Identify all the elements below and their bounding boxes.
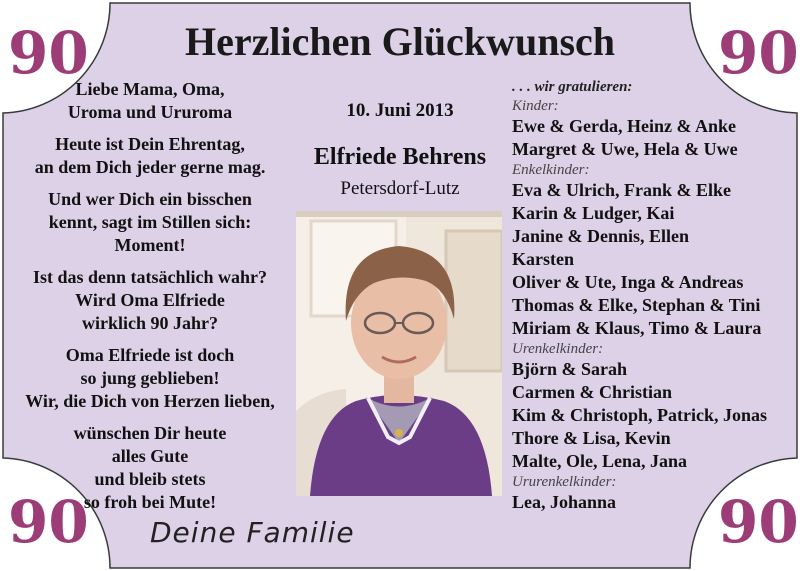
birthday-date: 10. Juni 2013 <box>346 100 454 121</box>
poem-stanza <box>0 344 300 413</box>
poem-stanza <box>0 422 300 514</box>
poem-line: so froh bei Mute! <box>83 492 217 512</box>
family-names-line: Eva & Ulrich, Frank & Elke <box>512 180 731 201</box>
poem-line: wirklich 90 Jahr? <box>81 313 218 333</box>
page-title: Herzlichen Glückwunsch <box>184 19 616 64</box>
family-names-line: Thore & Lisa, Kevin <box>512 427 671 448</box>
poem-stanza <box>0 78 300 124</box>
poem-stanza <box>0 266 300 335</box>
corner-number-bottom-right: 90 <box>718 488 799 556</box>
poem-line: so jung geblieben! <box>80 368 220 388</box>
family-names-line: Oliver & Ute, Inga & Andreas <box>512 271 744 292</box>
family-names-line: Malte, Ole, Lena, Jana <box>512 450 687 471</box>
poem-line: wünschen Dir heute <box>73 423 227 443</box>
poem-line: Liebe Mama, Oma, <box>75 79 225 99</box>
family-names-line: Janine & Dennis, Ellen <box>512 226 690 247</box>
honoree-name: Elfriede Behrens <box>313 144 487 170</box>
signature: Deine Familie <box>150 516 355 549</box>
family-names-line: Karin & Ludger, Kai <box>512 203 675 224</box>
poem-line: Oma Elfriede ist doch <box>65 345 235 365</box>
poem-line: Uroma und Ururoma <box>67 102 233 122</box>
family-names-line: Björn & Sarah <box>512 359 628 380</box>
poem-stanza <box>0 188 300 257</box>
group-heading: Ururenkelkinder: <box>512 473 617 490</box>
poem-line: und bleib stets <box>94 469 206 489</box>
poem-line: Und wer Dich ein bisschen <box>48 189 252 209</box>
poem-line: kennt, sagt im Stillen sich: <box>48 212 252 232</box>
corner-number-top-left: 90 <box>8 19 89 87</box>
honoree-place: Petersdorf-Lutz <box>340 178 460 199</box>
congratulations-list <box>512 78 800 514</box>
poem-line: Moment! <box>114 235 186 255</box>
poem-line: Ist das denn tatsächlich wahr? <box>32 267 268 287</box>
family-names-line: Ewe & Gerda, Heinz & Anke <box>512 116 736 136</box>
group-heading: Kinder: <box>512 97 559 114</box>
poem-stanza <box>0 133 300 179</box>
congrats-intro: . . . wir gratulieren: <box>512 79 633 95</box>
poem-line: Heute ist Dein Ehrentag, <box>55 134 245 154</box>
group-heading: Enkelkinder: <box>512 161 590 178</box>
poem-line: an dem Dich jeder gerne mag. <box>34 157 266 177</box>
poem-line: Wird Oma Elfriede <box>75 290 225 310</box>
family-names-line: Carmen & Christian <box>512 382 672 403</box>
family-names-line: Miriam & Klaus, Timo & Laura <box>512 317 762 338</box>
family-names-line: Margret & Uwe, Hela & Uwe <box>512 138 738 159</box>
poem <box>0 78 300 523</box>
family-names-line: Karsten <box>512 249 574 270</box>
poem-line: alles Gute <box>111 446 189 466</box>
corner-number-bottom-left: 90 <box>8 488 89 556</box>
poem-line: Wir, die Dich von Herzen lieben, <box>25 391 275 411</box>
family-names-line: Thomas & Elke, Stephan & Tini <box>512 294 761 315</box>
family-names-line: Lea, Johanna <box>512 492 617 513</box>
family-names-line: Kim & Christoph, Patrick, Jonas <box>512 404 768 425</box>
corner-number-top-right: 90 <box>718 19 799 87</box>
portrait-photo <box>296 211 502 496</box>
group-heading: Urenkelkinder: <box>512 340 604 357</box>
